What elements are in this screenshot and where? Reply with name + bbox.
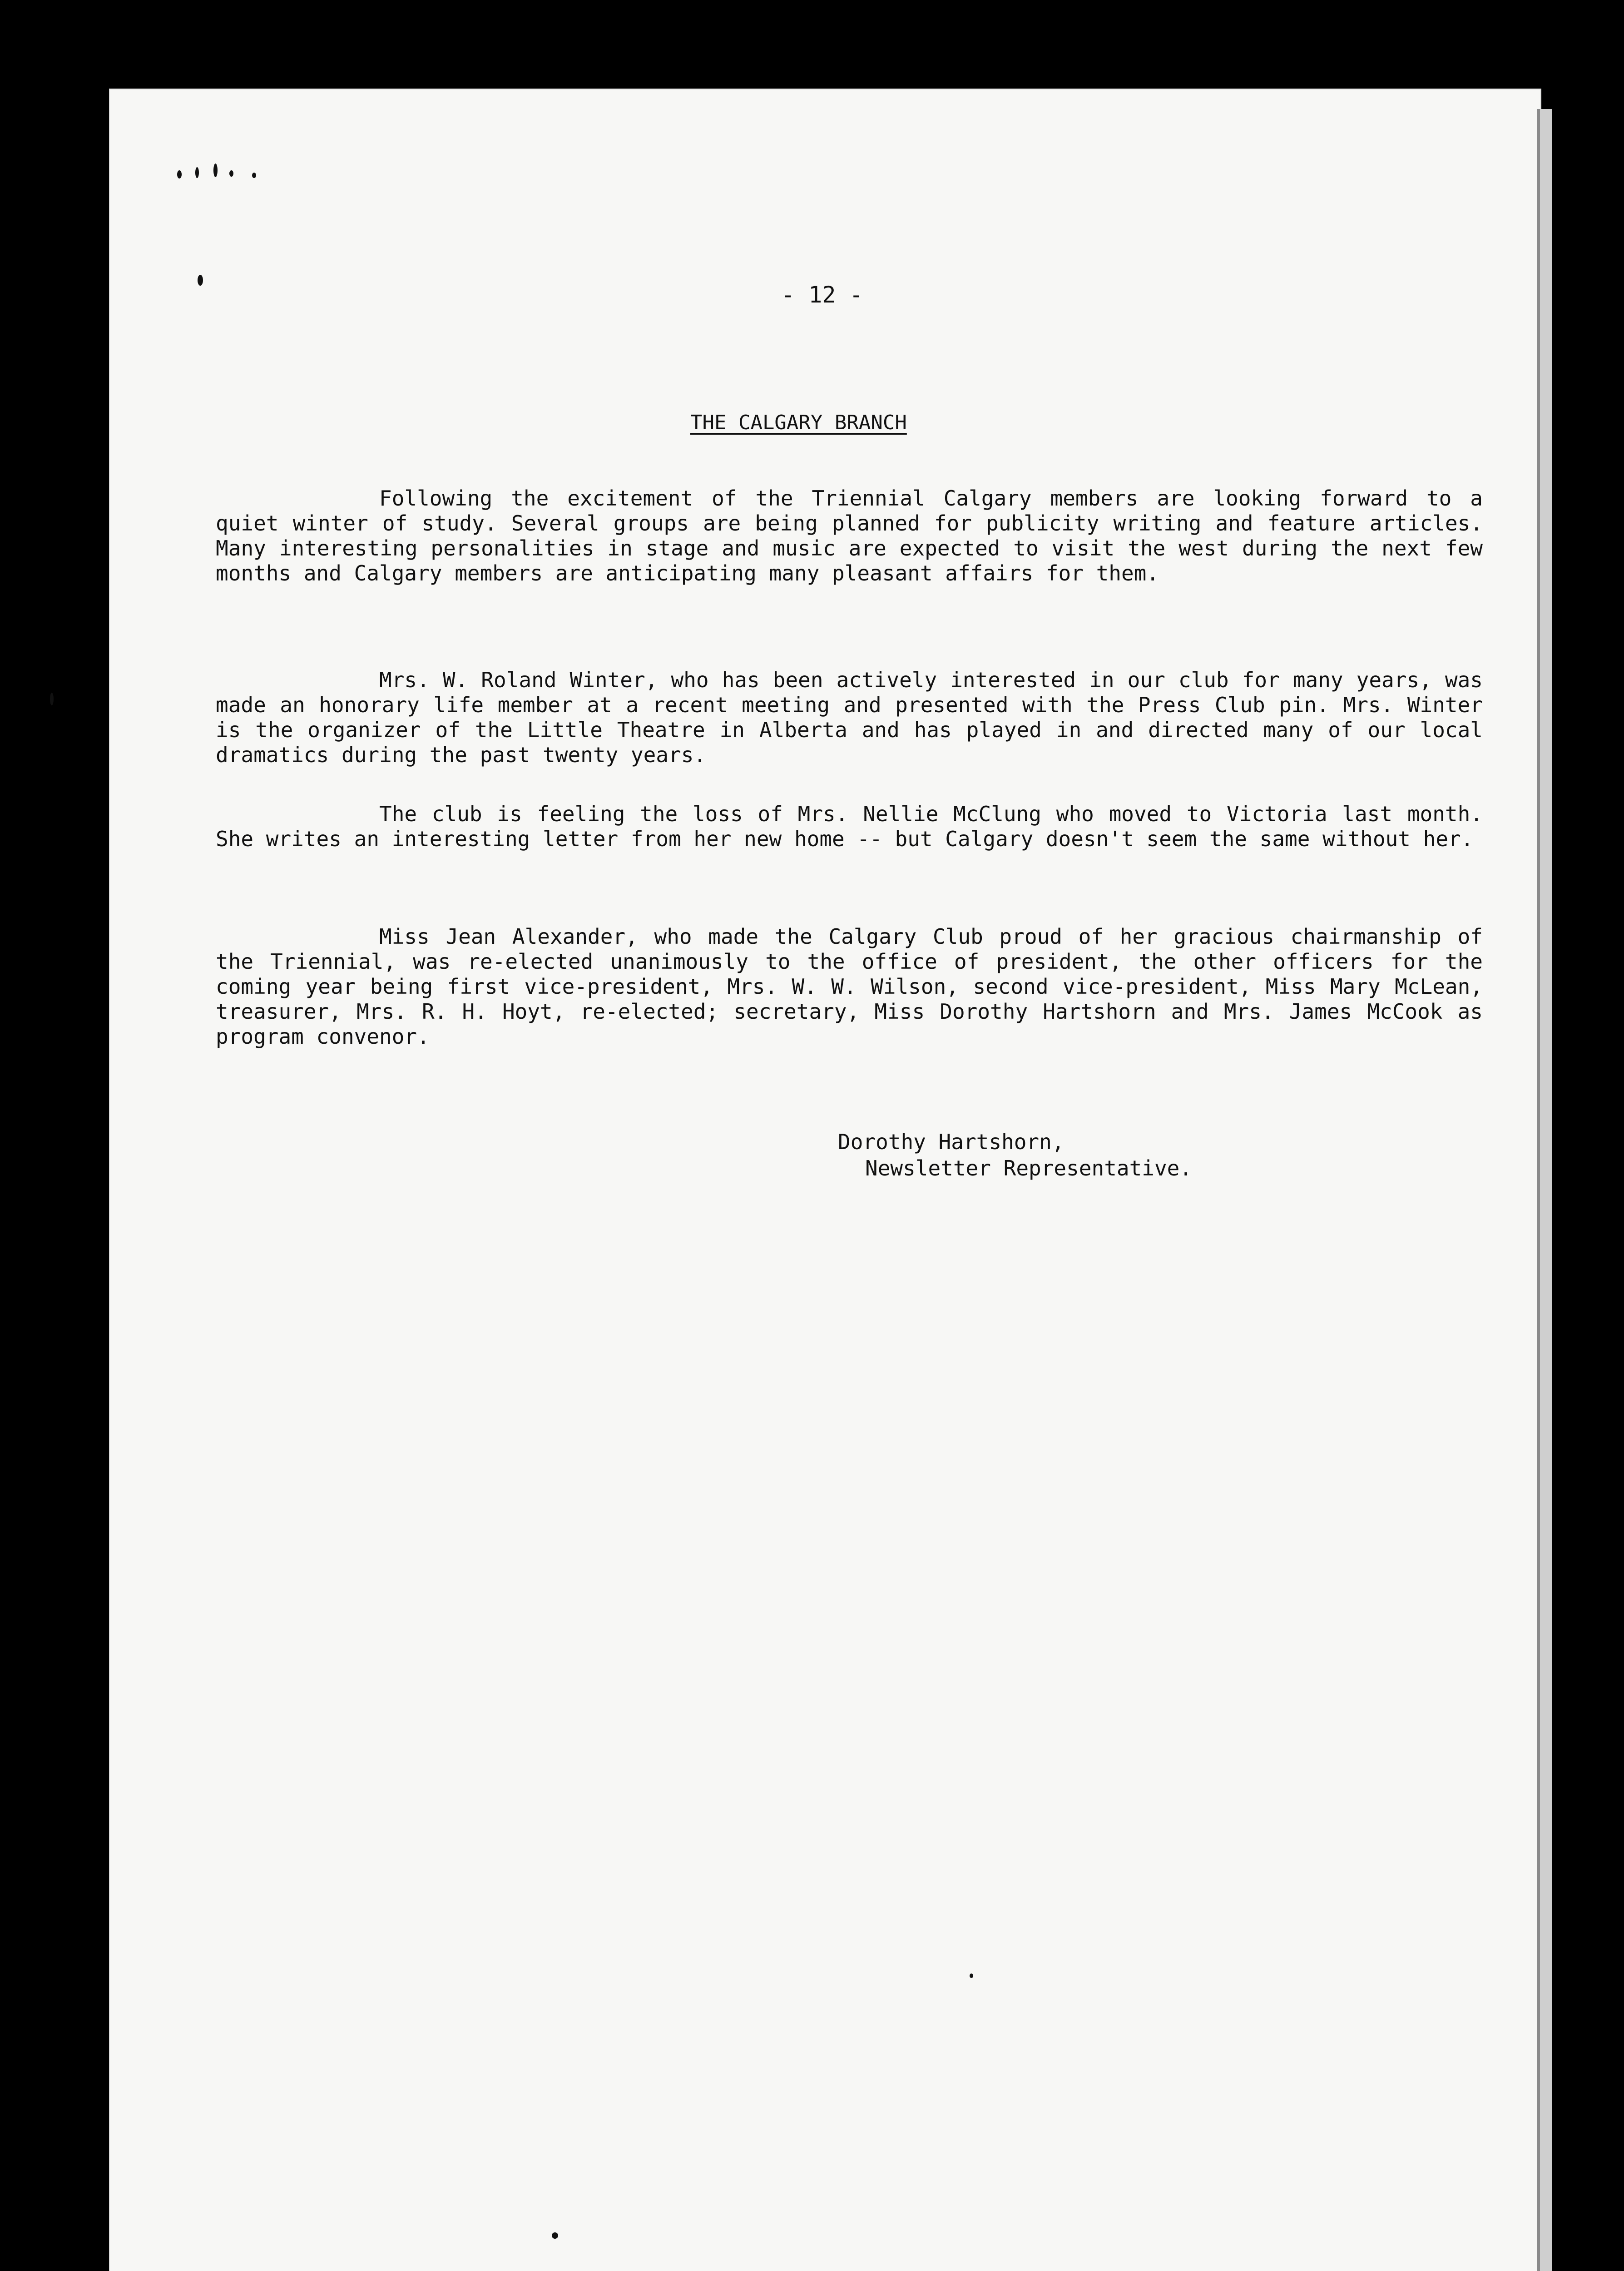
speck-mark bbox=[213, 164, 218, 177]
paragraph: Miss Jean Alexander, who made the Calgary Club proud of her gracious chairmanship of the Triennial, was re-elected unanimously to the office of president, the other officers for the coming year being first vice-president, Mrs. W. W. Wilson, second vice-president, Miss Mary McLean, treasurer, Mrs. R. H. Hoyt, re-elected; secretary, Miss Dorothy Hartshorn and Mrs. James McCook as program convenor. bbox=[216, 924, 1483, 1049]
speck-mark bbox=[552, 2232, 558, 2239]
speck-mark bbox=[195, 167, 199, 178]
speck-mark bbox=[177, 170, 182, 179]
signature-role: Newsletter Representative. bbox=[865, 1156, 1193, 1180]
speck-mark bbox=[252, 173, 256, 178]
paragraph: Mrs. W. Roland Winter, who has been actively interested in our club for many years, was made an honorary life member at a recent meeting and presented with the Press Club pin. Mrs. Winter is the organizer of the Little Theatre in Alberta and has played in and directed many of our local dramatics during the past twenty years. bbox=[216, 668, 1483, 767]
paragraph: The club is feeling the loss of Mrs. Nellie McClung who moved to Victoria last month. She writes an interesting letter from her new home -- but Calgary doesn't seem the same without her. bbox=[216, 802, 1483, 851]
speck-mark bbox=[229, 170, 233, 177]
paragraph: Following the excitement of the Triennial Calgary members are looking forward to a quiet winter of study. Several groups are being planned for publicity writing and feature articles. Many interesting personalities in stage and music are expected to visit the west during the next few months and Calgary members are anticipating many pleasant affairs for them. bbox=[216, 486, 1483, 585]
signature-block bbox=[838, 1129, 1192, 1181]
speck-mark bbox=[970, 1973, 973, 1978]
speck-mark bbox=[198, 275, 203, 286]
signature-name: Dorothy Hartshorn, bbox=[838, 1130, 1065, 1154]
page-number: - 12 - bbox=[781, 282, 863, 308]
section-title: THE CALGARY BRANCH bbox=[690, 411, 907, 434]
speck-mark bbox=[50, 693, 54, 705]
